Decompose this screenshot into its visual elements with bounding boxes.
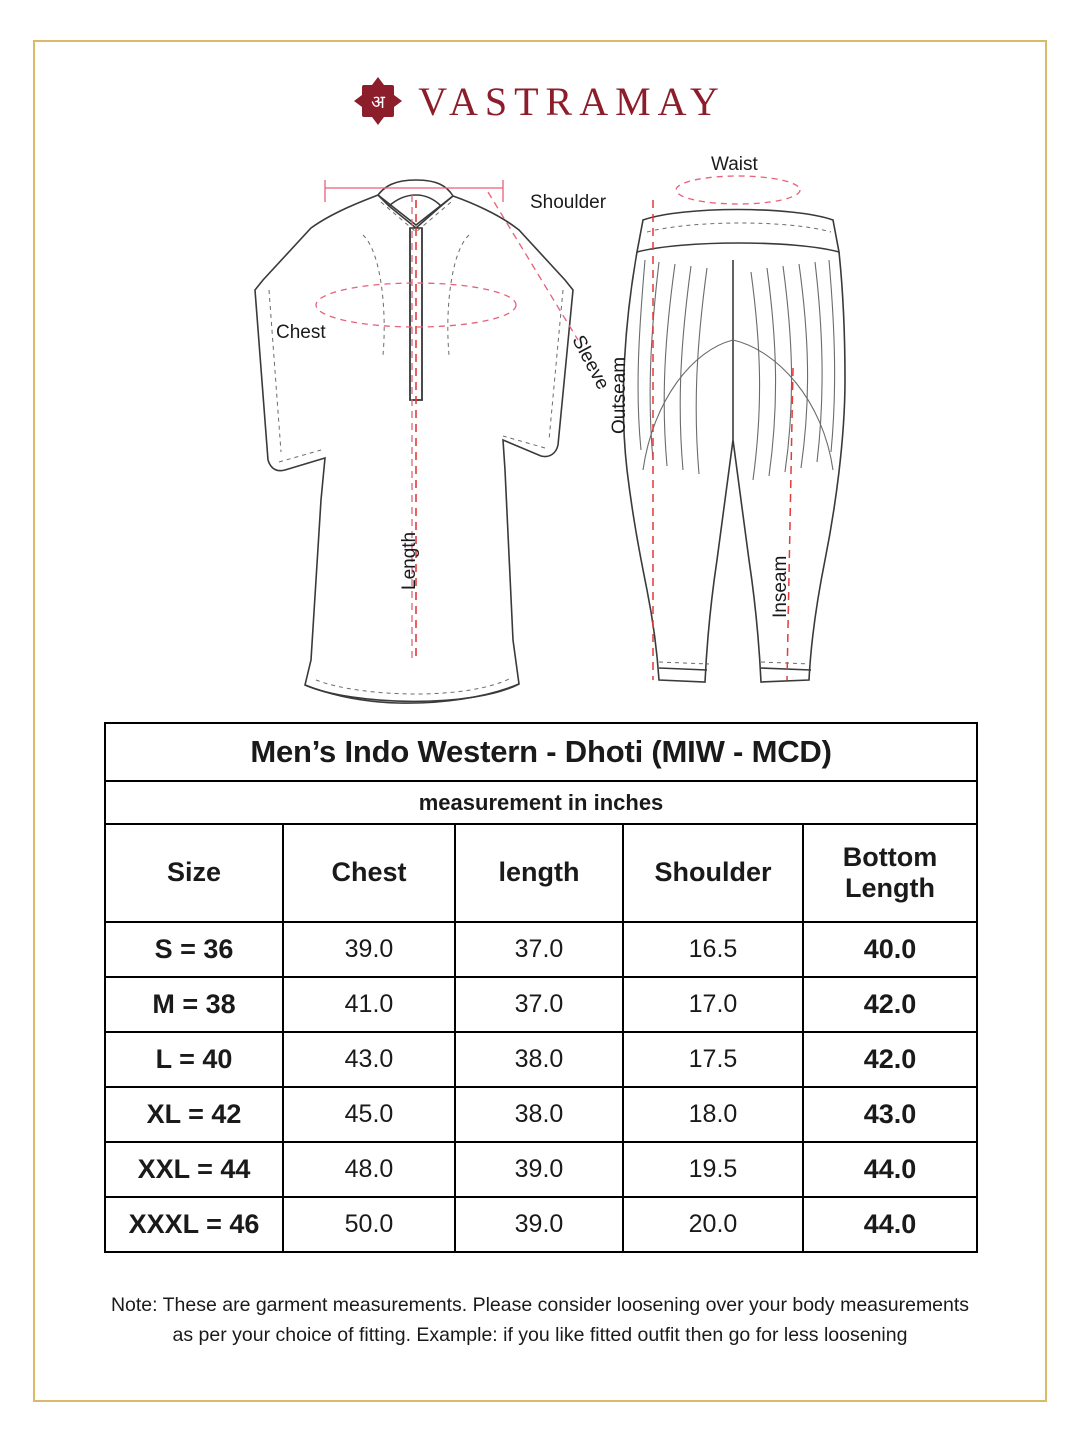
column-header-bottom-length: [803, 824, 977, 922]
cell-chest: 48.0: [283, 1142, 455, 1197]
cell-bottom-length: 44.0: [803, 1142, 977, 1197]
cell-bottom-length: 44.0: [803, 1197, 977, 1252]
vastramay-logo-icon: [354, 77, 402, 125]
label-inseam: Inseam: [770, 555, 791, 618]
table-title-row: [105, 723, 977, 781]
table-subtitle: measurement in inches: [105, 781, 977, 824]
svg-text:अ: अ: [371, 92, 386, 112]
cell-bottom-length: 40.0: [803, 922, 977, 977]
column-header-size: Size: [105, 824, 283, 922]
cell-length: 38.0: [455, 1087, 623, 1142]
table-header-row: [105, 824, 977, 922]
cell-shoulder: 19.5: [623, 1142, 803, 1197]
garment-illustration: [33, 140, 1047, 715]
cell-shoulder: 17.0: [623, 977, 803, 1032]
cell-length: 39.0: [455, 1197, 623, 1252]
cell-size: L = 40: [105, 1032, 283, 1087]
note-line-1: Note: These are garment measurements. Please consider loosening over your body measurements: [110, 1294, 970, 1316]
label-shoulder: Shoulder: [530, 192, 607, 213]
cell-shoulder: 18.0: [623, 1087, 803, 1142]
cell-bottom-length: 42.0: [803, 1032, 977, 1087]
cell-length: 39.0: [455, 1142, 623, 1197]
table-row: [105, 1142, 977, 1197]
table-row: [105, 1197, 977, 1252]
label-chest: Chest: [276, 322, 326, 343]
brand-name: VASTRAMAY: [418, 78, 726, 124]
cell-bottom-length: 42.0: [803, 977, 977, 1032]
cell-size: XXXL = 46: [105, 1197, 283, 1252]
cell-shoulder: 20.0: [623, 1197, 803, 1252]
table-subtitle-row: [105, 781, 977, 824]
column-header-length: length: [455, 824, 623, 922]
cell-bottom-length: 43.0: [803, 1087, 977, 1142]
label-length: Length: [399, 531, 420, 590]
cell-shoulder: 17.5: [623, 1032, 803, 1087]
cell-size: XXL = 44: [105, 1142, 283, 1197]
column-header-chest: Chest: [283, 824, 455, 922]
cell-chest: 50.0: [283, 1197, 455, 1252]
cell-size: M = 38: [105, 977, 283, 1032]
cell-chest: 39.0: [283, 922, 455, 977]
label-outseam: Outseam: [609, 356, 630, 434]
table-row: [105, 922, 977, 977]
table-title: Men’s Indo Western - Dhoti (MIW - MCD): [105, 723, 977, 781]
cell-size: XL = 42: [105, 1087, 283, 1142]
cell-length: 38.0: [455, 1032, 623, 1087]
cell-size: S = 36: [105, 922, 283, 977]
cell-chest: 45.0: [283, 1087, 455, 1142]
size-table: [104, 722, 978, 1253]
column-header-bottom-line2: Length: [845, 873, 936, 903]
label-waist: Waist: [711, 154, 758, 175]
brand-header: [0, 70, 1080, 132]
cell-chest: 43.0: [283, 1032, 455, 1087]
table-row: [105, 1032, 977, 1087]
column-header-shoulder: Shoulder: [623, 824, 803, 922]
cell-shoulder: 16.5: [623, 922, 803, 977]
cell-length: 37.0: [455, 922, 623, 977]
column-header-bottom-line1: Bottom: [842, 841, 938, 872]
illustration-svg: [33, 140, 1047, 715]
measurement-note: [50, 1290, 1030, 1350]
table-row: [105, 977, 977, 1032]
note-line-2: as per your choice of fitting. Example: if you like fitted outfit then go for less loosening: [172, 1324, 908, 1347]
table-row: [105, 1087, 977, 1142]
label-sleeve: Sleeve: [567, 332, 614, 394]
cell-length: 37.0: [455, 977, 623, 1032]
size-table-container: [104, 722, 976, 1253]
cell-chest: 41.0: [283, 977, 455, 1032]
